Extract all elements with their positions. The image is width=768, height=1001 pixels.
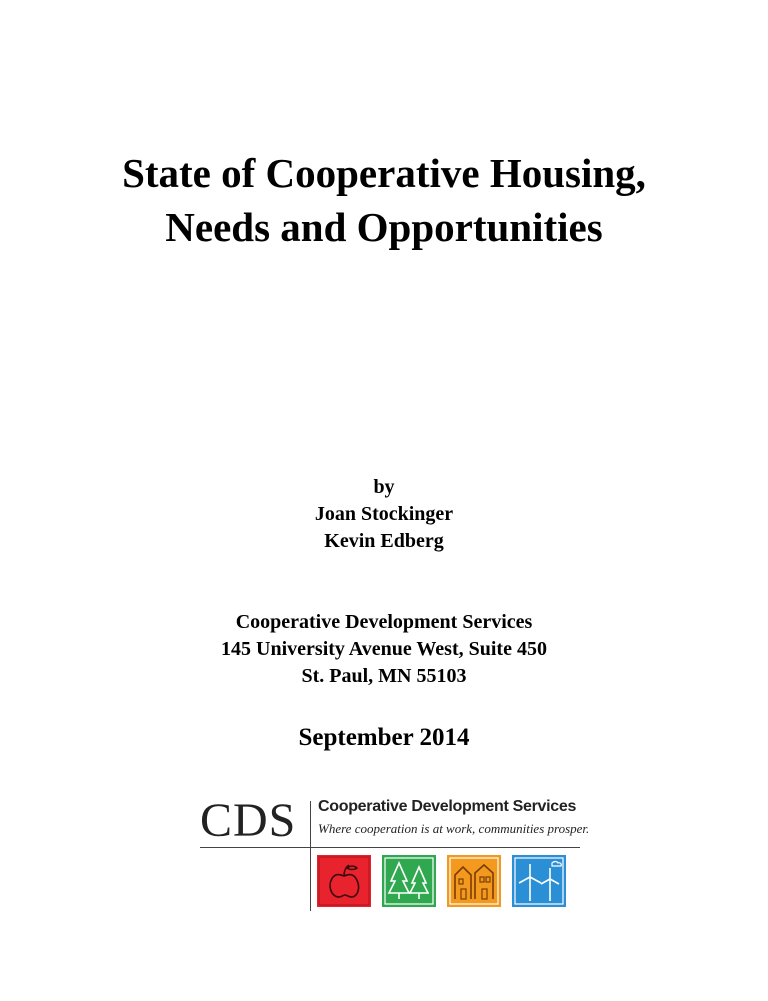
byline [0,474,768,555]
logo-divider-horizontal [200,847,580,848]
title-line-2: Needs and Opportunities [165,204,603,250]
houses-icon [447,855,501,907]
wind-turbines-icon [512,855,566,907]
document-title [0,146,768,254]
publication-date: September 2014 [298,724,470,751]
logo-abbreviation: CDS [200,794,297,847]
apple-icon [317,855,371,907]
cds-logo [200,794,590,913]
organization-address-line-1: 145 University Avenue West, Suite 450 [221,638,547,660]
organization-name: Cooperative Development Services [235,611,533,633]
logo-organization-name: Cooperative Development Services [318,798,577,815]
trees-icon [382,855,436,907]
logo-tagline: Where cooperation is at work, communities prosper. [318,821,590,836]
organization-address-line-2: St. Paul, MN 55103 [301,665,467,687]
title-line-1: State of Cooperative Housing, [122,150,646,196]
organization-block [0,609,768,690]
logo-divider-vertical [310,801,311,911]
by-label: by [373,476,395,498]
author-name: Kevin Edberg [324,530,444,552]
author-name: Joan Stockinger [314,503,454,525]
